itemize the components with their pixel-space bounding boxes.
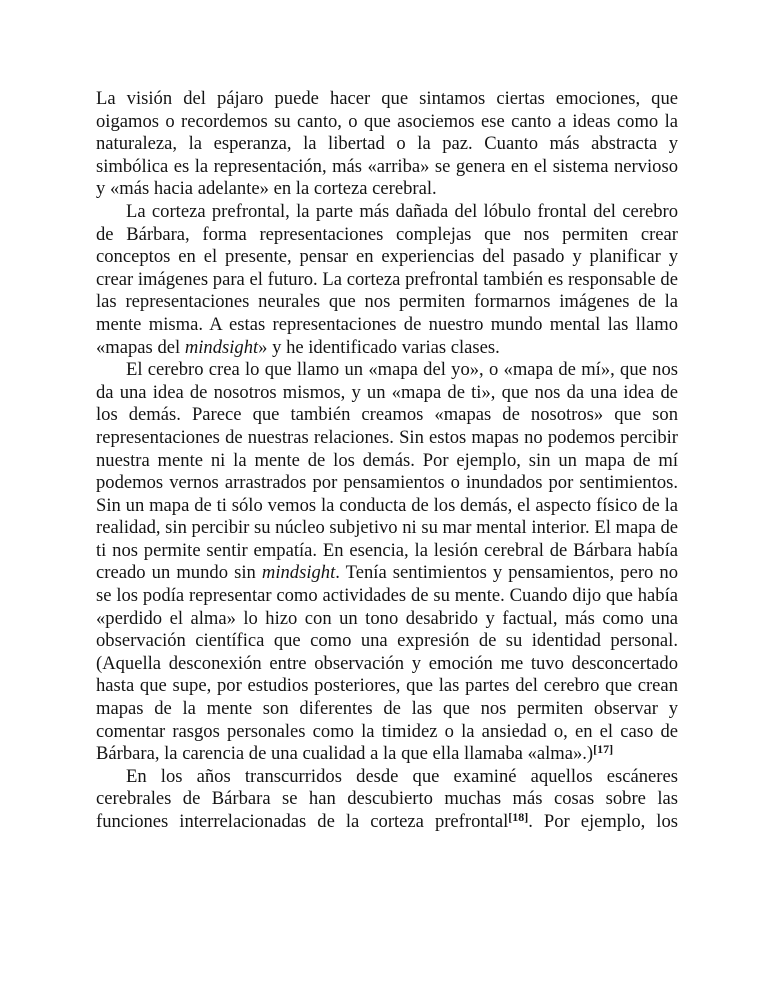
footnote-reference[interactable]: [18] bbox=[508, 810, 529, 824]
paragraph-text: . Por ejemplo, los bbox=[528, 811, 678, 832]
paragraph-2 bbox=[96, 201, 678, 359]
italic-term: mindsight bbox=[184, 336, 259, 358]
paragraph-text: En los años transcurridos desde que examiné aquellos escáneres cerebrales de Bárbara se han descubierto muchas más cosas sobre las funciones interrelacionadas de la corteza prefrontal bbox=[96, 765, 678, 832]
paragraph-4 bbox=[96, 766, 678, 834]
italic-term: mindsight bbox=[261, 562, 336, 584]
paragraph-3 bbox=[96, 359, 678, 766]
paragraph-text: La corteza prefrontal, la parte más dañada del lóbulo frontal del cerebro de Bárbara, forma representaciones complejas que nos permiten crear conceptos en el presente, pensar en experiencias del pasado y planificar y crear imágenes para el futuro. La corteza prefrontal también es responsable de las representaciones neurales que nos permiten formarnos imágenes de la mente misma. A estas representaciones de nuestro mundo mental las llamo «mapas del bbox=[96, 200, 678, 358]
paragraph-text: El cerebro crea lo que llamo un «mapa del yo», o «mapa de mí», que nos da una idea de nosotros mismos, y un «mapa de ti», que nos da una idea de los demás. Parece que también creamos «mapas de nosotros» que son representaciones de nuestras relaciones. Sin estos mapas no podemos percibir nuestra mente ni la mente de los demás. Por ejemplo, sin un mapa de mí podemos vernos arrastrados por pensamientos o inundados por sentimientos. Sin un mapa de ti sólo vemos la conducta de los demás, el aspecto físico de la realidad, sin percibir su núcleo subjetivo ni su mar mental interior. El mapa de ti nos permite sentir empatía. En esencia, la lesión cerebral de Bárbara había creado un mundo sin bbox=[96, 359, 678, 584]
footnote-reference[interactable]: [17] bbox=[593, 742, 614, 757]
book-page bbox=[96, 88, 678, 834]
paragraph-text: La visión del pájaro puede hacer que sintamos ciertas emociones, que oigamos o recordemos su canto, o que asociemos ese canto a ideas como la naturaleza, la esperanza, la libertad o la paz. Cuanto más abstracta y simbólica es la representación, más «arriba» se genera en el sistema nervioso y «más hacia adelante» en la corteza cerebral. bbox=[96, 88, 678, 200]
paragraph-text: » y he identificado varias clases. bbox=[258, 336, 500, 358]
paragraph-text: . Tenía sentimientos y pensamientos, pero no se los podía representar como actividades de su mente. Cuando dijo que había «perdido el alma» lo hizo con un tono desabrido y factual, más como una observación científica que como una expresión de su identidad personal. (Aquella desconexión entre observación y emoción me tuvo desconcertado hasta que supe, por estudios posteriores, que las partes del cerebro que crean mapas de la mente son diferentes de las que nos permiten observar y comentar rasgos personales como la timidez o la ansiedad o, en el caso de Bárbara, la carencia de una cualidad a la que ella llamaba «alma».) bbox=[96, 562, 678, 765]
paragraph-1 bbox=[96, 88, 678, 201]
